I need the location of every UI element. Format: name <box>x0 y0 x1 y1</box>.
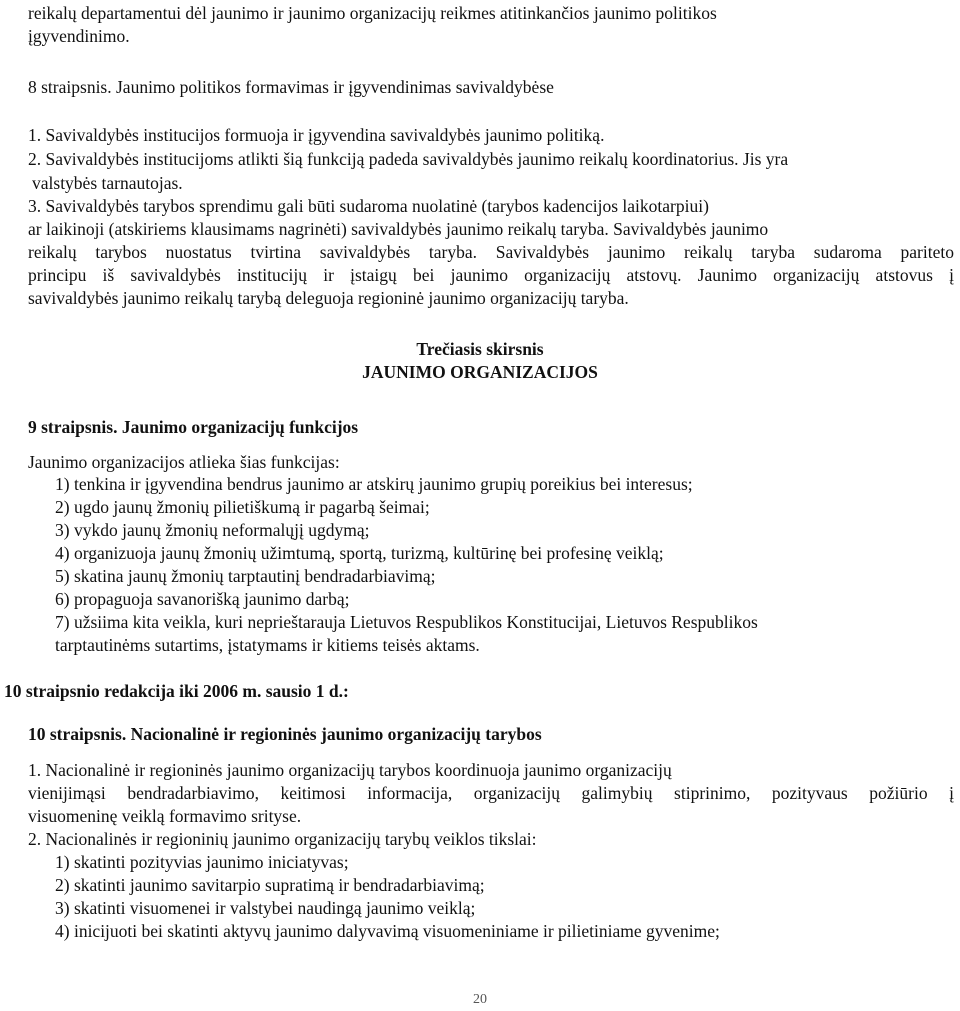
list-item: 3) vykdo jaunų žmonių neformalųjį ugdymą; <box>55 520 370 540</box>
list-item: 4) inicijuoti bei skatinti aktyvų jaunimo dalyvavimą visuomeniniame ir pilietiniame gyvenime; <box>55 921 720 941</box>
text-line: įgyvendinimo. <box>28 26 130 46</box>
article-10-heading: 10 straipsnis. Nacionalinė ir regioninės jaunimo organizacijų tarybos <box>28 724 542 744</box>
list-item: 1) tenkina ir įgyvendina bendrus jaunimo ar atskirų jaunimo grupių poreikius bei interesus; <box>55 474 693 494</box>
paragraph-line: savivaldybės jaunimo reikalų tarybą deleguoja regioninė jaunimo organizacijų taryba. <box>28 288 629 308</box>
list-item: tarptautinėms sutartims, įstatymams ir kitiems teisės aktams. <box>55 635 480 655</box>
redaction-note: 10 straipsnio redakcija iki 2006 m. sausio 1 d.: <box>4 681 349 701</box>
article-8-heading: 8 straipsnis. Jaunimo politikos formavimas ir įgyvendinimas savivaldybėse <box>28 77 554 97</box>
paragraph-line: ar laikinoji (atskiriems klausimams nagrinėti) savivaldybės jaunimo reikalų taryba. Savivaldybės jaunimo <box>28 219 769 239</box>
paragraph-line: 2. Nacionalinės ir regioninių jaunimo organizacijų tarybų veiklos tikslai: <box>28 829 537 849</box>
paragraph-line: reikalų tarybos nuostatus tvirtina savivaldybės taryba. Savivaldybės jaunimo reikalų taryba sudaroma pariteto <box>28 242 954 262</box>
paragraph-line: visuomeninę veiklą formavimo srityse. <box>28 806 302 826</box>
article-9-heading: 9 straipsnis. Jaunimo organizacijų funkcijos <box>28 417 359 437</box>
list-item: 6) propaguoja savanorišką jaunimo darbą; <box>55 589 350 609</box>
list-item: 5) skatina jaunų žmonių tarptautinį bendradarbiavimą; <box>55 566 436 586</box>
list-item: 3) skatinti visuomenei ir valstybei naudingą jaunimo veiklą; <box>55 898 476 918</box>
text-line: reikalų departamentui dėl jaunimo ir jaunimo organizacijų reikmes atitinkančios jaunimo politikos <box>28 3 717 23</box>
page-number: 20 <box>473 992 487 1007</box>
list-item: 2) ugdo jaunų žmonių pilietiškumą ir pagarbą šeimai; <box>55 497 430 517</box>
paragraph-line: 1. Nacionalinė ir regioninės jaunimo organizacijų tarybos koordinuoja jaunimo organizacijų <box>28 760 672 780</box>
paragraph-line: Jaunimo organizacijos atlieka šias funkcijas: <box>28 452 340 472</box>
paragraph-line: vienijimąsi bendradarbiavimo, keitimosi informacija, organizacijų galimybių stiprinimo, pozityvaus požiūrio į <box>28 783 954 803</box>
section-subtitle: JAUNIMO ORGANIZACIJOS <box>362 362 598 382</box>
list-item: 4) organizuoja jaunų žmonių užimtumą, sportą, turizmą, kultūrinę bei profesinę veiklą; <box>55 543 664 563</box>
paragraph-line: 3. Savivaldybės tarybos sprendimu gali būti sudaroma nuolatinė (tarybos kadencijos laikotarpiui) <box>28 196 709 216</box>
list-item: 2) skatinti jaunimo savitarpio supratimą ir bendradarbiavimą; <box>55 875 485 895</box>
paragraph-line: valstybės tarnautojas. <box>32 173 183 193</box>
paragraph-line: 1. Savivaldybės institucijos formuoja ir įgyvendina savivaldybės jaunimo politiką. <box>28 125 605 145</box>
section-title: Trečiasis skirsnis <box>416 339 544 359</box>
paragraph-line: 2. Savivaldybės institucijoms atlikti šią funkciją padeda savivaldybės jaunimo reikalų koordinatorius. Jis yra <box>28 149 789 169</box>
list-item: 7) užsiima kita veikla, kuri neprieštarauja Lietuvos Respublikos Konstitucijai, Lietuvos Respublikos <box>55 612 758 632</box>
list-item: 1) skatinti pozityvias jaunimo iniciatyvas; <box>55 852 349 872</box>
paragraph-line: principu iš savivaldybės institucijų ir įstaigų bei jaunimo organizacijų atstovų. Jaunimo organizacijų atstovus į <box>28 265 954 285</box>
